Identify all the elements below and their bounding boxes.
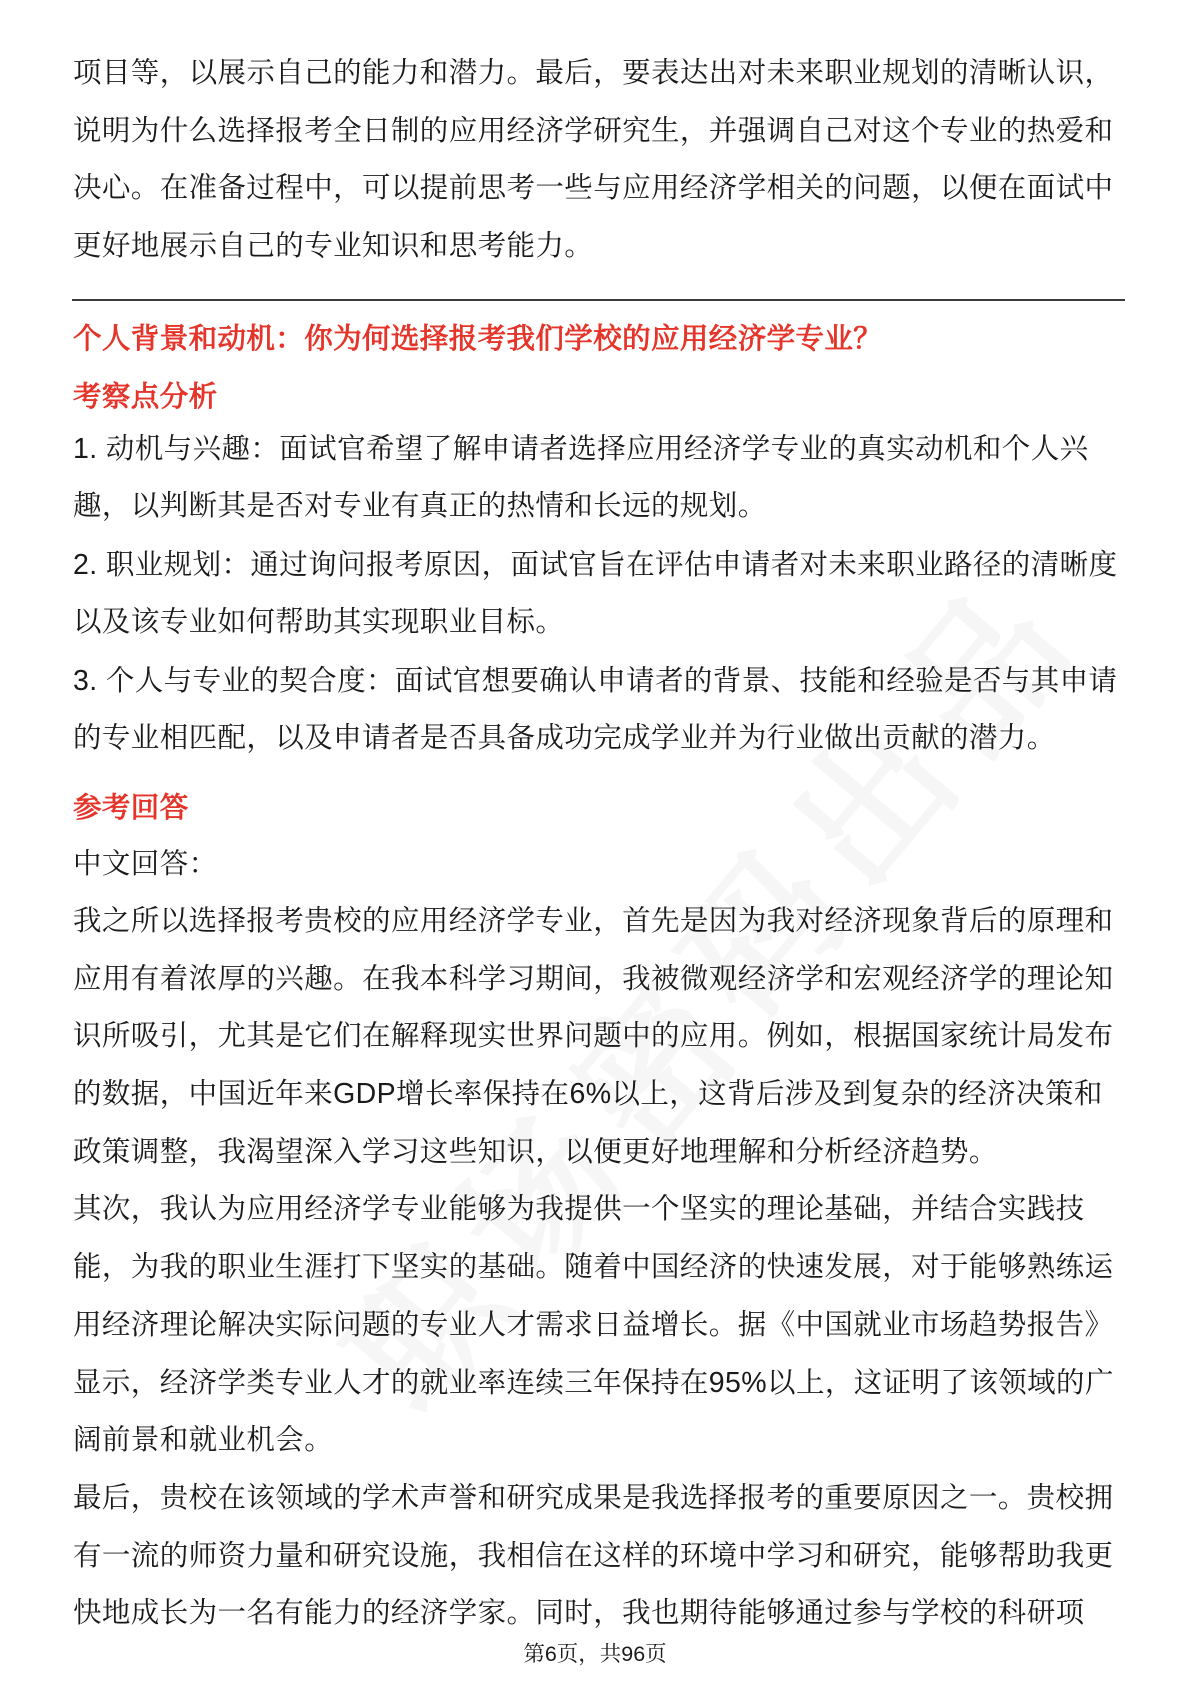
intro-line: 决心。在准备过程中，可以提前思考一些与应用经济学相关的问题，以便在面试中 [73,172,1114,204]
paragraph-line: 其次，我认为应用经济学专业能够为我提供一个坚实的理论基础，并结合实践技 [73,1193,1085,1226]
paragraph-line: 我之所以选择报考贵校的应用经济学专业，首先是因为我对经济现象背后的原理和 [73,905,1114,937]
answer-label: 中文回答： [73,848,218,880]
paragraph-line: 快地成长为一名有能力的经济学家。同时，我也期待能够通过参与学校的科研项 [73,1597,1085,1630]
analysis-list [73,421,1133,767]
answer-paragraph [73,1470,1133,1643]
list-item-line: 1. 动机与兴趣：面试官希望了解申请者选择应用经济学专业的真实动机和个人兴 [73,433,1089,465]
list-item-line: 的专业相匹配，以及申请者是否具备成功完成学业并为行业做出贡献的潜力。 [73,722,1056,754]
list-item-line: 趣，以判断其是否对专业有真正的热情和长远的规划。 [73,490,767,522]
paragraph-line: 应用有着浓厚的兴趣。在我本科学习期间，我被微观经济学和宏观经济学的理论知 [73,962,1114,995]
paragraph-line: 最后，贵校在该领域的学术声誉和研究成果是我选择报考的重要原因之一。贵校拥 [73,1481,1114,1514]
paragraph-line: 用经济理论解决实际问题的专业人才需求日益增长。据《中国就业市场趋势报告》 [73,1308,1114,1341]
paragraph-line: 政策调整，我渴望深入学习这些知识，以便更好地理解和分析经济趋势。 [73,1135,998,1168]
list-item-line: 3. 个人与专业的契合度：面试官想要确认申请者的背景、技能和经验是否与其申请 [73,665,1118,697]
question-heading: 个人背景和动机：你为何选择报考我们学校的应用经济学专业？ [73,323,883,355]
list-item [73,421,1133,535]
paragraph-line: 阔前景和就业机会。 [73,1424,334,1457]
intro-paragraph [73,45,1133,275]
list-item [73,653,1133,767]
answer-paragraph [73,893,1133,1181]
list-item-line: 2. 职业规划：通过询问报考原因，面试官旨在评估申请者对未来职业路径的清晰度 [73,549,1118,581]
page-content [73,45,1133,1643]
list-item [73,537,1133,651]
analysis-heading: 考察点分析 [73,381,218,413]
paragraph-line: 识所吸引，尤其是它们在解释现实世界问题中的应用。例如，根据国家统计局发布 [73,1020,1114,1053]
answer-paragraph [73,1181,1133,1469]
paragraph-line: 显示，经济学类专业人才的就业率连续三年保持在95%以上，这证明了该领域的广 [73,1366,1114,1399]
paragraph-line: 的数据，中国近年来GDP增长率保持在6%以上，这背后涉及到复杂的经济决策和 [73,1078,1103,1111]
paragraph-line: 能，为我的职业生涯打下坚实的基础。随着中国经济的快速发展，对于能够熟练运 [73,1251,1114,1284]
list-item-line: 以及该专业如何帮助其实现职业目标。 [73,606,565,638]
answer-heading: 参考回答 [73,792,189,824]
intro-line: 项目等，以展示自己的能力和潜力。最后，要表达出对未来职业规划的清晰认识， [73,57,1114,89]
paragraph-line: 有一流的师资力量和研究设施，我相信在这样的环境中学习和研究，能够帮助我更 [73,1539,1114,1572]
page-number-footer: 第6页，共96页 [523,1642,667,1666]
intro-line: 说明为什么选择报考全日制的应用经济学研究生，并强调自己对这个专业的热爱和 [73,114,1114,147]
intro-line: 更好地展示自己的专业知识和思考能力。 [73,229,594,262]
section-divider [72,299,1125,301]
